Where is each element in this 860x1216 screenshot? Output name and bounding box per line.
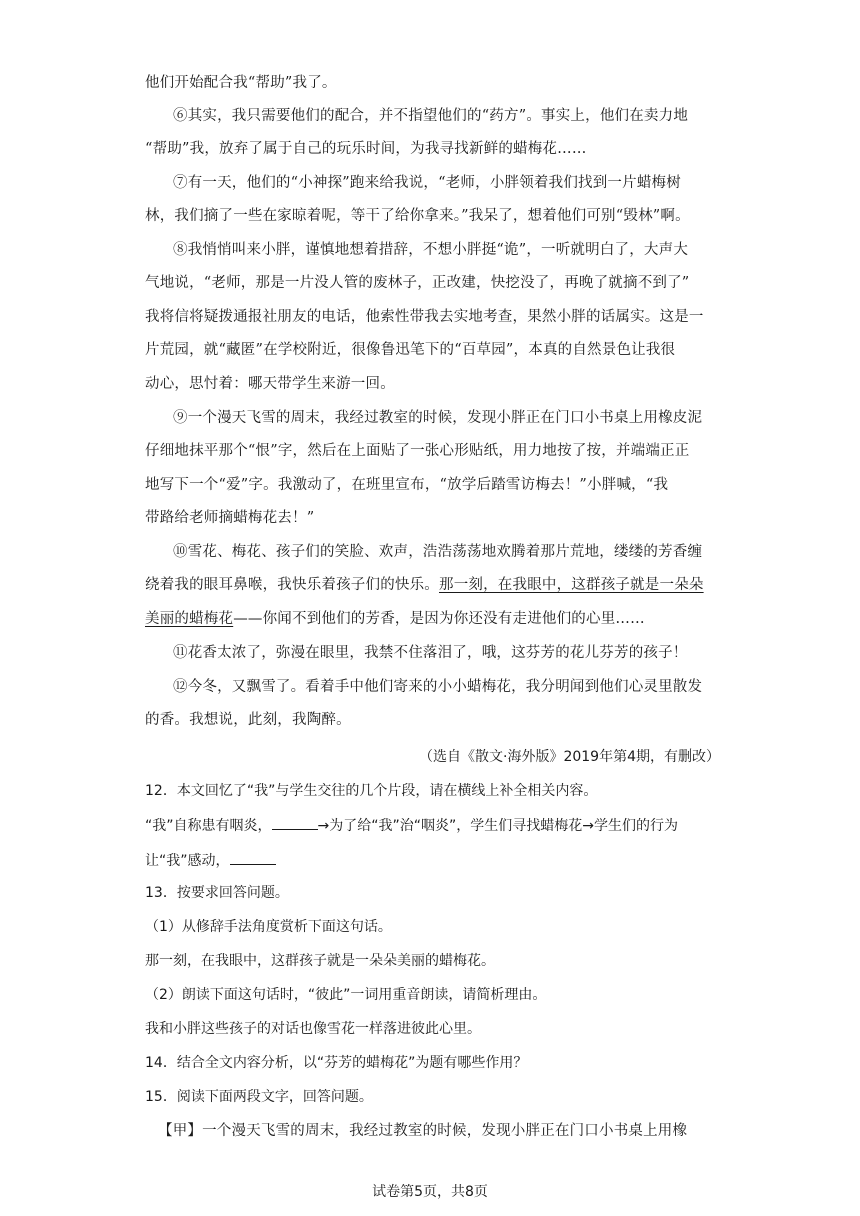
question-15-passage-jia: 【甲】一个漫天飞雪的周末，我经过教室的时候，发现小胖正在门口小书桌上用橡 [158,1123,688,1139]
question-12-fill-line [145,850,725,871]
source-citation: （选自《散文·海外版》2019年第4期，有删改） [419,749,720,765]
article-line: 的香。我想说，此刻，我陶醉。 [145,712,351,728]
question-13: 13．按要求回答问题。 [145,885,289,901]
article-line: 仔细地抹平那个“恨”字，然后在上面贴了一张心形贴纸，用力地按了按，并端端正正 [145,443,690,459]
question-text: →为了给“我”治“咽炎”，学生们寻找蜡梅花→学生们的行为 [317,818,678,834]
question-12-fill-line [145,815,725,836]
article-line: 片荒园，就“藏匿”在学校附近，很像鲁迅笔下的“百草园”，本真的自然景色让我很 [145,342,676,358]
article-line [145,609,720,629]
answer-blank[interactable] [272,815,318,830]
article-line [145,575,720,595]
article-paragraph-7: ⑦有一天，他们的“小神探”跑来给我说，“老师，小胖领着我们找到一片蜡梅树 [173,175,681,191]
question-12: 12．本文回忆了“我”与学生交往的几个片段，请在横线上补全相关内容。 [145,783,598,799]
underlined-sentence: 那一刻，在我眼中，这群孩子就是一朵朵 [439,577,704,593]
article-line: “帮助”我，放弃了属于自己的玩乐时间，为我寻找新鲜的蜡梅花…… [145,141,587,157]
article-line: 我将信将疑拨通报社朋友的电话，他索性带我去实地考查，果然小胖的话属实。这是一 [145,309,704,325]
article-paragraph-12: ⑫今冬，又飘雪了。看着手中他们寄来的小小蜡梅花，我分明闻到他们心灵里散发 [173,679,703,695]
article-paragraph-10: ⑩雪花、梅花、孩子们的笑脸、欢声，浩浩荡荡地欢腾着那片荒地，缕缕的芳香缠 [173,544,703,560]
article-line: 气地说，“老师，那是一片没人管的废林子，正改建，快挖没了，再晚了就摘不到了” [145,275,690,291]
article-paragraph-11: ⑪花香太浓了，弥漫在眼里，我禁不住落泪了，哦，这芬芳的花儿芬芳的孩子！ [173,645,688,661]
article-line: 地写下一个“爱”字。我激动了，在班里宣布，“放学后踏雪访梅去！”小胖喊，“我 [145,477,669,493]
question-13-sentence-1: 那一刻，在我眼中，这群孩子就是一朵朵美丽的蜡梅花。 [145,953,495,969]
question-13-sentence-2: 我和小胖这些孩子的对话也像雪花一样落进彼此心里。 [145,1021,481,1037]
article-line: 林，我们摘了一些在家晾着呢，等干了给你拿来。”我呆了，想着他们可别“毁林”啊。 [145,208,690,224]
answer-blank[interactable] [230,850,276,865]
article-paragraph-8: ⑧我悄悄叫来小胖，谨慎地想着措辞，不想小胖挺“诡”，一听就明白了，大声大 [173,242,689,258]
page-footer: 试卷第5页，共8页 [372,1184,488,1200]
article-paragraph-6: ⑥其实，我只需要他们的配合，并不指望他们的“药方”。事实上，他们在卖力地 [173,108,689,124]
underlined-sentence: 美丽的蜡梅花 [145,611,234,627]
question-14: 14．结合全文内容分析，以“芬芳的蜡梅花”为题有哪些作用？ [145,1055,528,1071]
article-line: 他们开始配合我“帮助”我了。 [145,75,337,91]
article-line: 带路给老师摘蜡梅花去！” [145,510,315,526]
article-text: ——你闻不到他们的芳香，是因为你还没有走进他们的心里…… [233,611,645,627]
article-paragraph-9: ⑨一个漫天飞雪的周末，我经过教室的时候，发现小胖正在门口小书桌上用橡皮泥 [173,410,703,426]
question-13-part-2: （2）朗读下面这句话时，“彼此”一词用重音朗读，请简析理由。 [145,987,547,1003]
question-text: 让“我”感动， [145,853,230,869]
question-13-part-1: （1）从修辞手法角度赏析下面这句话。 [145,919,392,935]
article-text: 绕着我的眼耳鼻喉，我快乐着孩子们的快乐。 [145,577,439,593]
question-text: “我”自称患有咽炎， [145,818,272,834]
question-15: 15．阅读下面两段文字，回答问题。 [145,1089,373,1105]
article-line: 动心，思忖着：哪天带学生来游一回。 [145,376,395,392]
